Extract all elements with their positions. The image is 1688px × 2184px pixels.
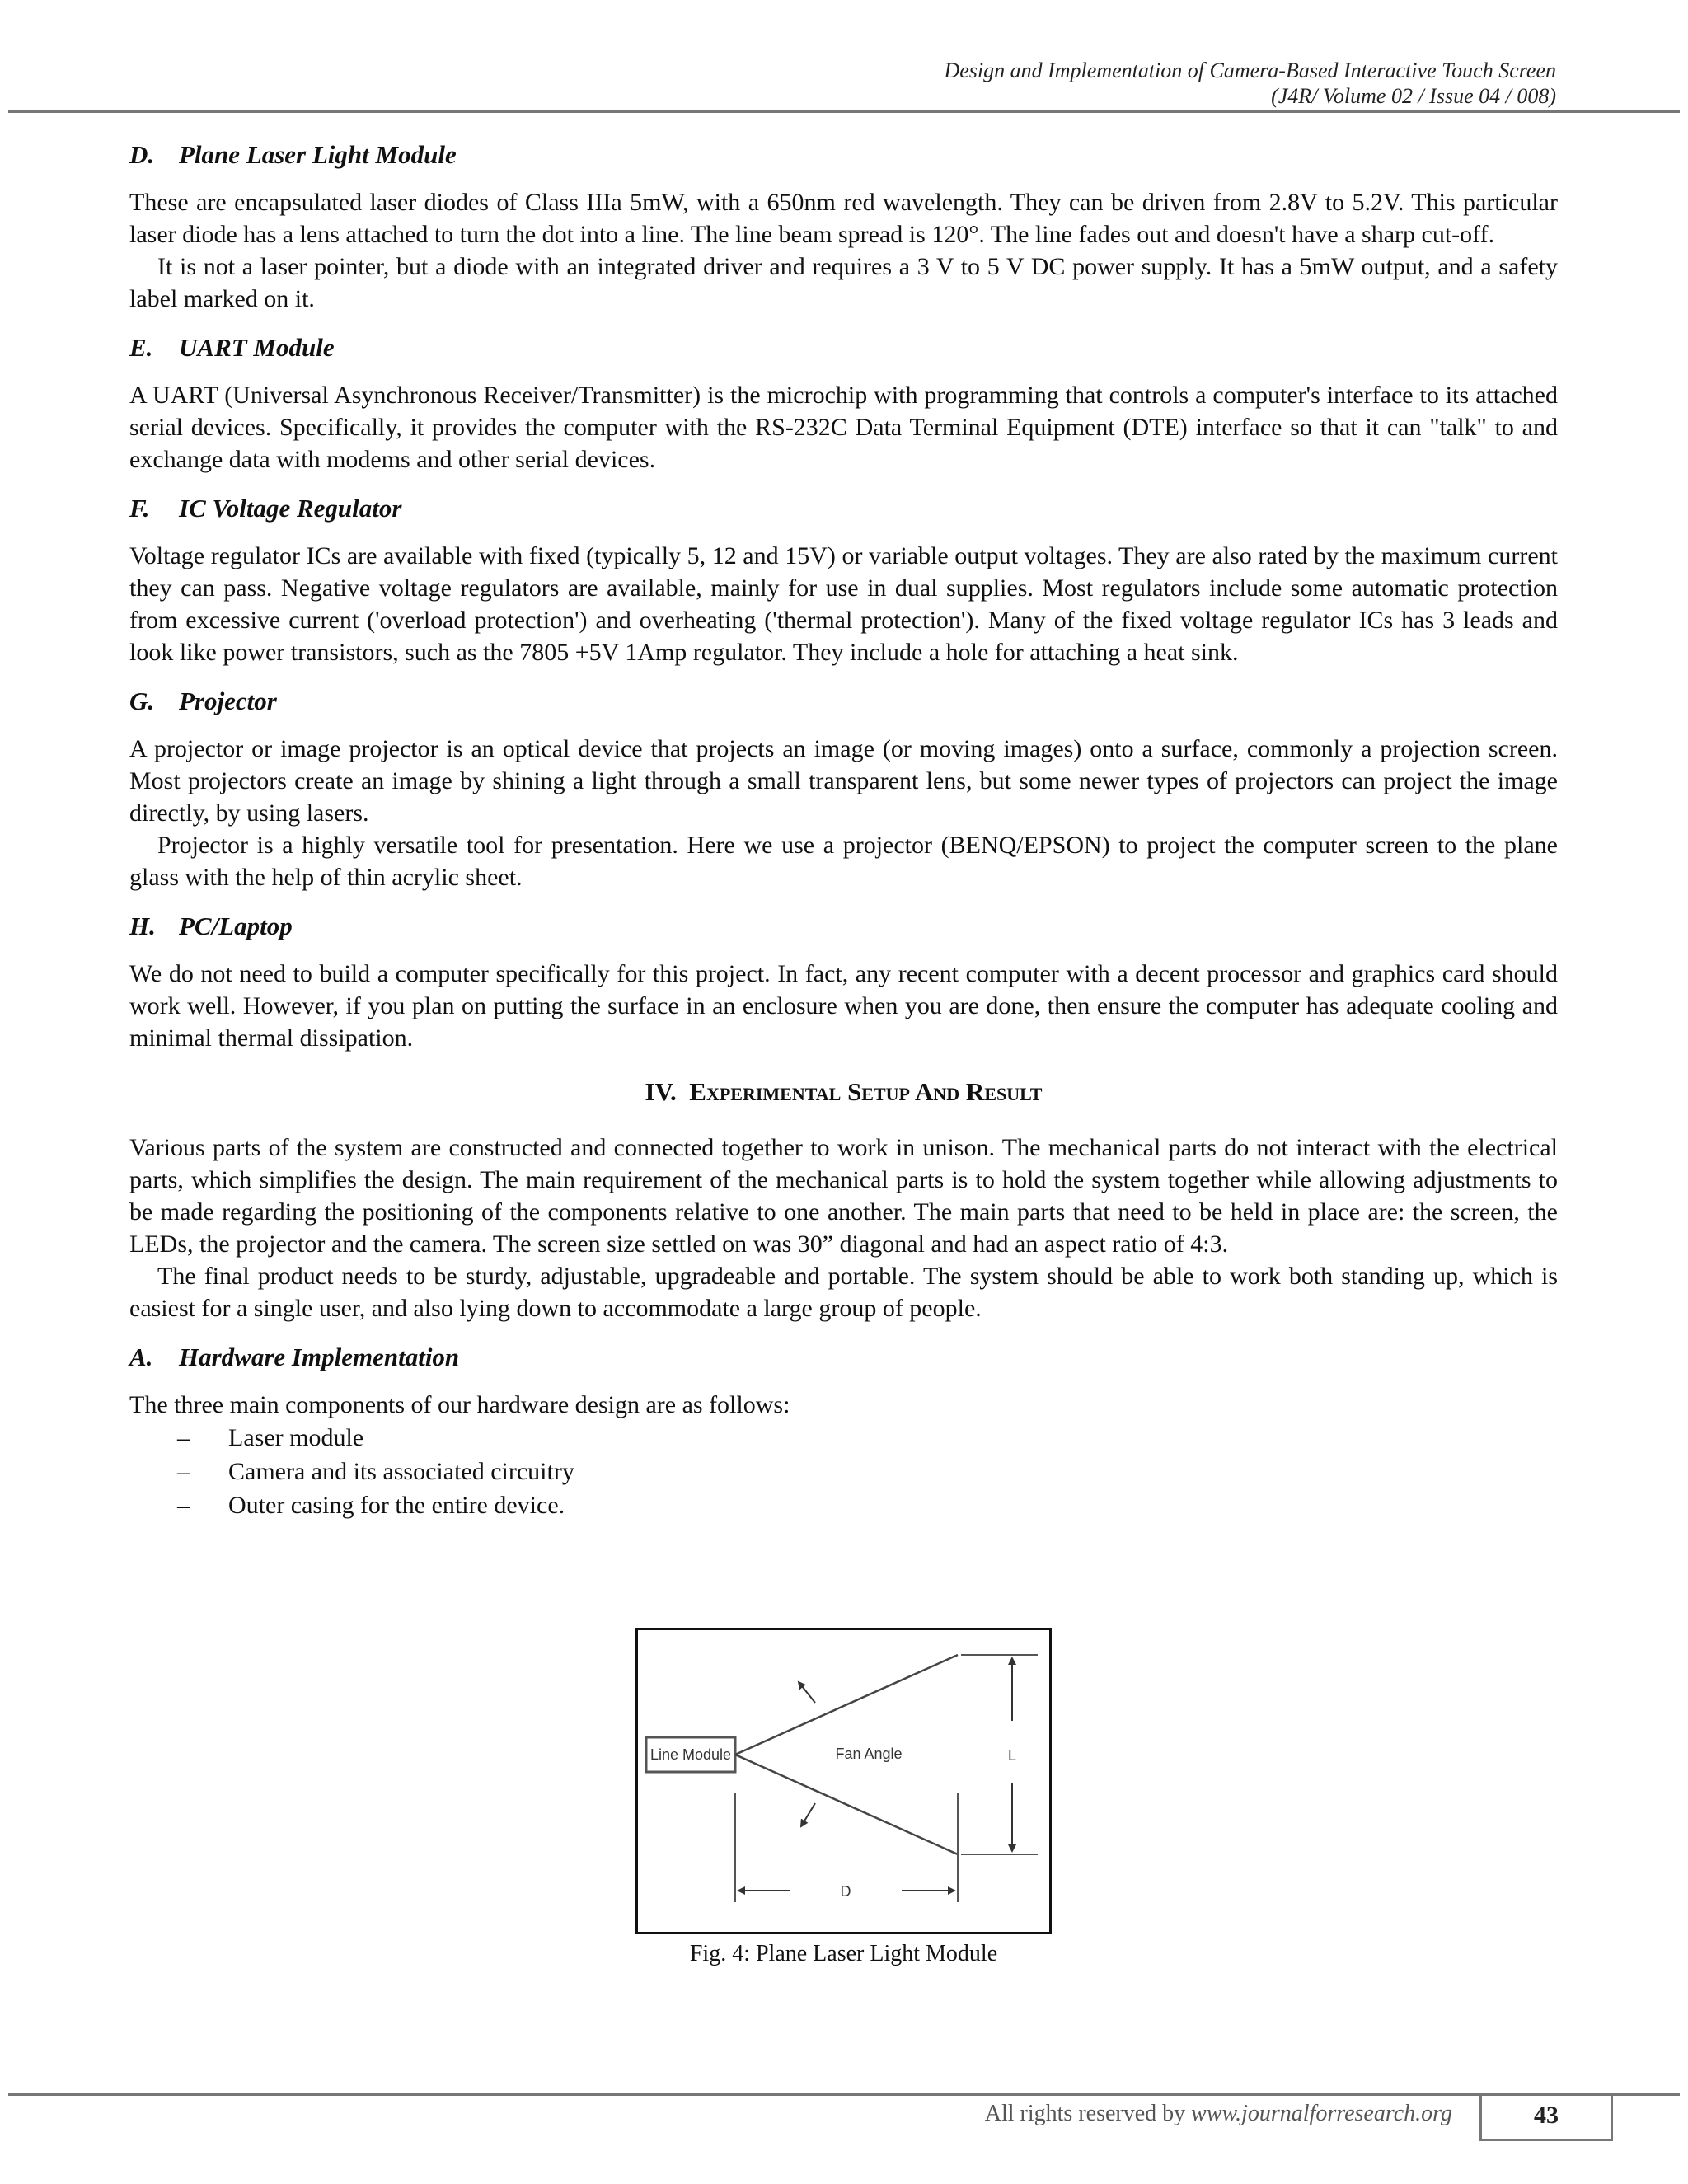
section-f [129,492,1558,668]
footer-rule [8,2093,1680,2096]
fan-angle-label: Fan Angle [835,1746,903,1762]
section-d-number: D. [129,140,155,169]
dash-marker: – [177,1492,190,1519]
fan-upper-edge [735,1655,958,1755]
section-e-title: UART Module [179,333,335,362]
section-g [129,685,1558,893]
section-e [129,331,1558,476]
section-g-number: G. [129,687,155,715]
section-iv [129,1132,1558,1324]
laser-fan-diagram [638,1630,1049,1932]
header-title: Design and Implementation of Camera-Based Interactive Touch Screen [944,59,1556,82]
component-list [129,1421,1558,1522]
section-iv-title-text: Experimental Setup And Result [689,1077,1043,1106]
section-g-paragraph-1: A projector or image projector is an optical device that projects an image (or moving images) onto a surface, commonly a projection screen. Most projectors create an image by shining a light through a small transparent lens, but some newer types of projectors can project the image directly, by using lasers. [129,735,1558,827]
list-item [129,1488,1558,1522]
distance-label: D [840,1883,851,1900]
section-a-title: Hardware Implementation [179,1343,460,1371]
fan-angle-arrow-bottom [801,1803,815,1826]
header-volume: (J4R/ Volume 02 / Issue 04 / 008) [1271,84,1556,108]
list-item-text: Camera and its associated circuitry [228,1458,574,1485]
dash-marker: – [177,1424,190,1451]
header-rule [8,110,1680,113]
section-e-heading [129,331,1558,364]
dash-marker: – [177,1458,190,1485]
section-h [129,910,1558,1054]
section-g-paragraph-2: Projector is a highly versatile tool for presentation. Here we use a projector (BENQ/EPSON) to project the computer screen to the plane glass with the help of thin acrylic sheet. [129,832,1558,891]
section-iv-number: IV. [645,1077,677,1106]
section-iv-paragraph-1: Various parts of the system are constructed and connected together to work in unison. The mechanical parts do not interact with the electrical parts, which simplifies the design. The main requirement of the mechanical parts is to hold the system together while allowing adjustments to be made regarding the positioning of the components relative to one another. The main parts that need to be held in place are: the screen, the LEDs, the projector and the camera. The screen size settled on was 30” diagonal and had an aspect ratio of 4:3. [129,1134,1558,1258]
section-h-paragraph-1: We do not need to build a computer specifically for this project. In fact, any recent computer with a decent processor and graphics card should work well. However, if you plan on putting the surface in an enclosure when you are done, then ensure the computer has adequate cooling and minimal thermal dissipation. [129,960,1558,1052]
section-f-paragraph-1: Voltage regulator ICs are available with fixed (typically 5, 12 and 15V) or variable output voltages. They are also rated by the maximum current they can pass. Negative voltage regulators are available, mainly for use in dual supplies. Most regulators include some automatic protection from excessive current ('overload protection') and overheating ('thermal protection'). Many of the fixed voltage regulator ICs has 3 leads and look like power transistors, such as the 7805 +5V 1Amp regulator. They include a hole for attaching a heat sink. [129,542,1558,666]
footer-rights-text: All rights reserved by [984,2101,1186,2126]
section-e-paragraph-1: A UART (Universal Asynchronous Receiver/Transmitter) is the microchip with programming that controls a computer's interface to its attached serial devices. Specifically, it provides the computer with the RS-232C Data Terminal Equipment (DTE) interface so that it can "talk" to and exchange data with modems and other serial devices. [129,382,1558,473]
page-number: 43 [1479,2094,1613,2141]
section-a-number: A. [129,1343,153,1371]
section-iv-title [689,1077,1042,1106]
list-item-text: Outer casing for the entire device. [228,1492,565,1519]
line-module-label: Line Module [649,1746,732,1763]
section-h-heading [129,910,1558,943]
section-g-title: Projector [179,687,277,715]
section-f-title: IC Voltage Regulator [179,494,402,523]
list-item [129,1421,1558,1455]
footer-url[interactable]: www.journalforresearch.org [1191,2101,1452,2126]
section-d-paragraph-1: These are encapsulated laser diodes of Class IIIa 5mW, with a 650nm red wavelength. They can be driven from 2.8V to 5.2V. This particular laser diode has a lens attached to turn the dot into a line. The line beam spread is 120°. The line fades out and doesn't have a sharp cut-off. [129,189,1558,248]
length-label: L [1007,1747,1017,1764]
section-a-heading [129,1341,1558,1374]
section-f-heading [129,492,1558,525]
figure-4 [635,1628,1052,1934]
page-body [129,138,1558,1522]
section-d-paragraph-2: It is not a laser pointer, but a diode with an integrated driver and requires a 3 V to 5 V DC power supply. It has a 5mW output, and a safety label marked on it. [129,253,1558,312]
section-f-number: F. [129,494,150,523]
section-a-paragraph-1: The three main components of our hardware design are as follows: [129,1391,790,1418]
section-d [129,138,1558,315]
running-header [944,58,1556,109]
fan-angle-arrow-top [799,1682,815,1703]
section-d-heading [129,138,1558,171]
section-iv-heading [129,1076,1558,1108]
section-g-heading [129,685,1558,718]
section-e-number: E. [129,333,153,362]
fan-lower-edge [735,1755,958,1854]
section-iv-paragraph-2: The final product needs to be sturdy, adjustable, upgradeable and portable. The system should be able to work both standing up, which is easiest for a single user, and also lying down to accommodate a large group of people. [129,1263,1558,1322]
section-d-title: Plane Laser Light Module [179,140,457,169]
footer-rights [985,2101,1452,2127]
figure-caption: Fig. 4: Plane Laser Light Module [689,1941,998,1966]
section-h-title: PC/Laptop [179,912,293,940]
list-item [129,1455,1558,1488]
section-a [129,1341,1558,1522]
list-item-text: Laser module [228,1424,364,1451]
section-h-number: H. [129,912,156,940]
